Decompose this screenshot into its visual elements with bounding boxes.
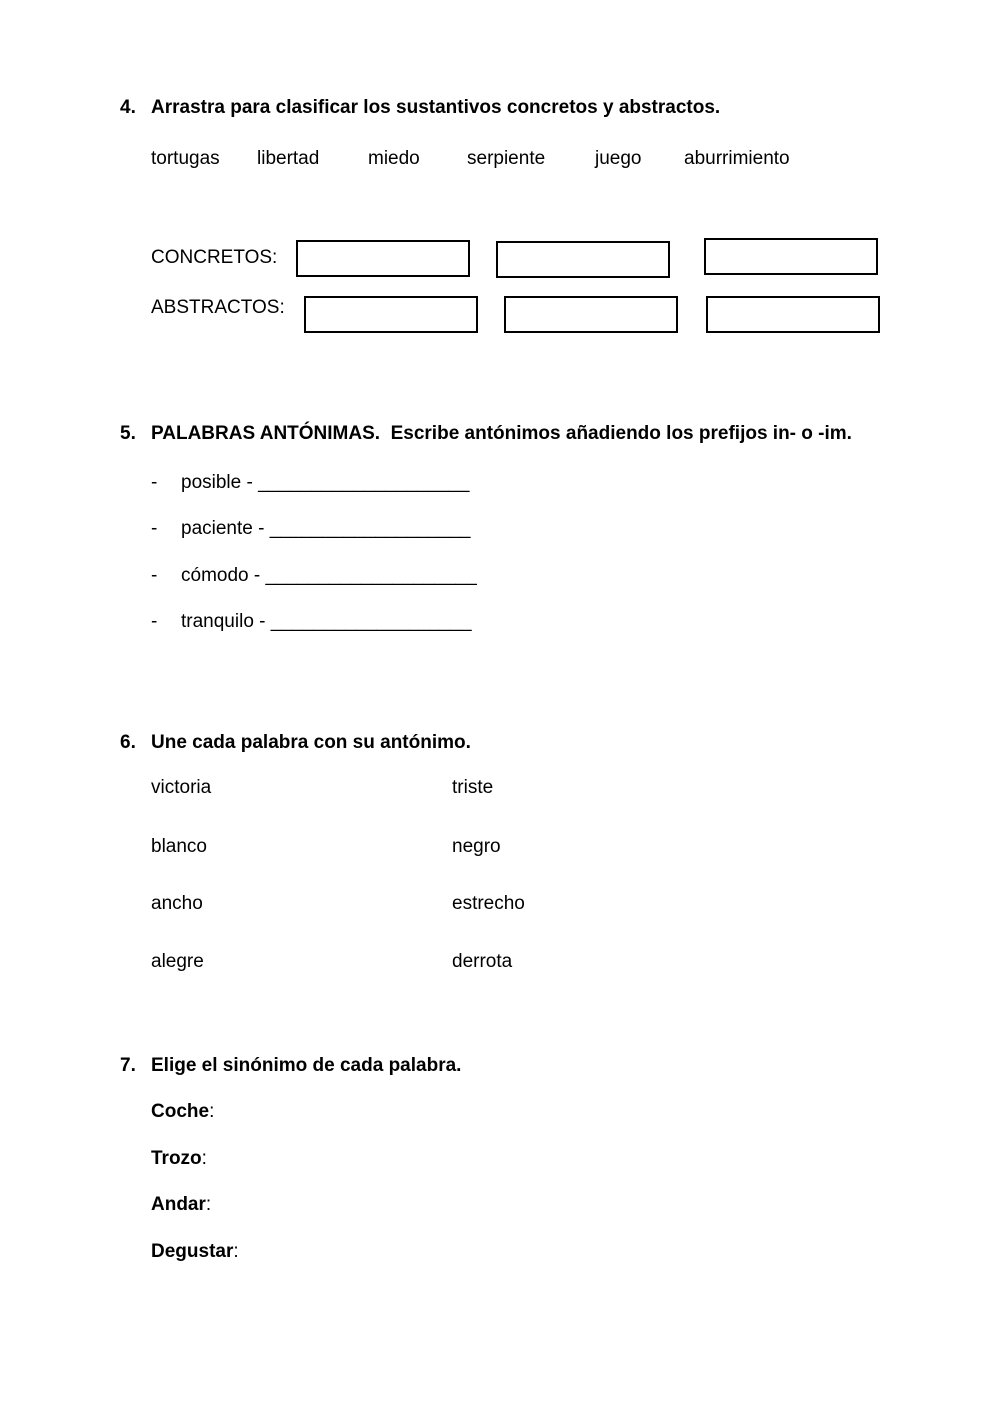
q5-dash: - [151,518,158,539]
word-aburrimiento[interactable]: aburrimiento [684,148,790,169]
concretos-label: CONCRETOS: [151,247,278,268]
q5-item-comodo[interactable]: cómodo - ____________________ [181,565,477,586]
q6-title: Une cada palabra con su antónimo. [151,732,471,753]
q7-title: Elige el sinónimo de cada palabra. [151,1055,462,1076]
q7-item-andar[interactable] [151,1195,211,1214]
q5-number: 5. [120,423,136,444]
q6-left-victoria[interactable]: victoria [151,777,212,798]
q5-item-tranquilo[interactable]: tranquilo - ___________________ [181,611,472,632]
q5-title: PALABRAS ANTÓNIMAS. Escribe antónimos añadiendo los prefijos in- o -im. [151,423,852,444]
q6-right-negro[interactable]: negro [452,836,501,857]
word-juego[interactable]: juego [595,148,642,169]
q7-word: Andar [151,1194,206,1215]
q6-left-alegre[interactable]: alegre [151,951,204,972]
q7-item-trozo[interactable] [151,1149,207,1168]
q5-item-posible[interactable]: posible - ____________________ [181,472,470,493]
q6-right-triste[interactable]: triste [452,777,494,798]
word-serpiente[interactable]: serpiente [467,148,546,169]
abstractos-drop-box-2[interactable] [504,296,678,333]
q7-word: Trozo [151,1148,202,1169]
q7-colon: : [205,1194,212,1215]
q7-word: Coche [151,1101,210,1122]
concretos-drop-box-1[interactable] [296,240,470,277]
q4-title: Arrastra para clasificar los sustantivos concretos y abstractos. [151,97,721,118]
q5-item-paciente[interactable]: paciente - ___________________ [181,518,471,539]
q7-word: Degustar [151,1241,234,1262]
abstractos-label: ABSTRACTOS: [151,297,285,318]
q7-item-coche[interactable] [151,1102,214,1121]
q6-number: 6. [120,732,136,753]
word-miedo[interactable]: miedo [368,148,420,169]
concretos-drop-box-3[interactable] [704,238,878,275]
q7-item-degustar[interactable] [151,1242,239,1261]
q5-dash: - [151,565,158,586]
q6-left-ancho[interactable]: ancho [151,893,203,914]
word-libertad[interactable]: libertad [257,148,320,169]
q7-colon: : [201,1148,207,1169]
q6-right-estrecho[interactable]: estrecho [452,893,525,914]
q7-colon: : [209,1101,215,1122]
abstractos-drop-box-1[interactable] [304,296,478,333]
word-tortugas[interactable]: tortugas [151,148,220,169]
q7-number: 7. [120,1055,136,1076]
concretos-drop-box-2[interactable] [496,241,670,278]
abstractos-drop-box-3[interactable] [706,296,880,333]
q6-right-derrota[interactable]: derrota [452,951,513,972]
q5-dash: - [151,611,158,632]
q7-colon: : [233,1241,239,1262]
q6-left-blanco[interactable]: blanco [151,836,207,857]
q4-number: 4. [120,97,136,118]
q5-dash: - [151,472,158,493]
